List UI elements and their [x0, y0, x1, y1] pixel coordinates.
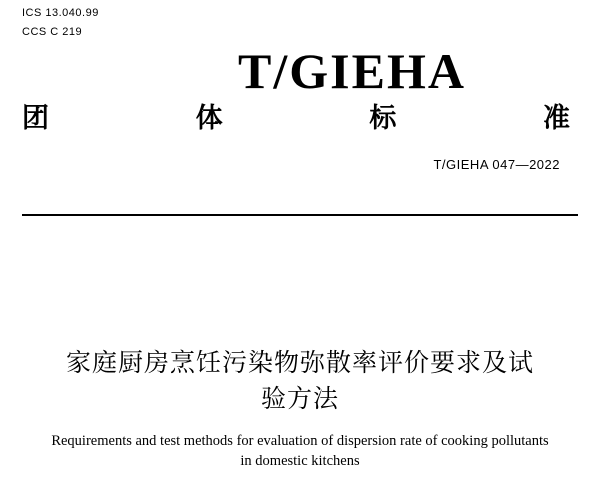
english-title-line-2: in domestic kitchens: [240, 453, 360, 469]
standard-type-heading: [22, 103, 570, 135]
chinese-title-line-2: 验方法: [260, 384, 339, 413]
english-title: [20, 431, 580, 471]
standard-type-char: 准: [542, 103, 570, 134]
divider-rule: [22, 214, 578, 216]
ccs-code: CCS C 219: [22, 26, 83, 38]
chinese-title-line-1: 家庭厨房烹饪污染物弥散率评价要求及试: [65, 348, 534, 377]
standard-type-char: 团: [22, 103, 49, 134]
standard-number: T/GIEHA 047—2022: [433, 157, 560, 172]
ics-code: ICS 13.040.99: [22, 7, 99, 19]
standard-type-char: 体: [195, 103, 223, 134]
standard-type-char: 标: [369, 103, 397, 134]
organization-logo: T/GIEHA: [238, 43, 466, 99]
english-title-line-1: Requirements and test methods for evaluation of dispersion rate of cooking pollutants: [51, 433, 549, 449]
chinese-title: [20, 345, 580, 417]
